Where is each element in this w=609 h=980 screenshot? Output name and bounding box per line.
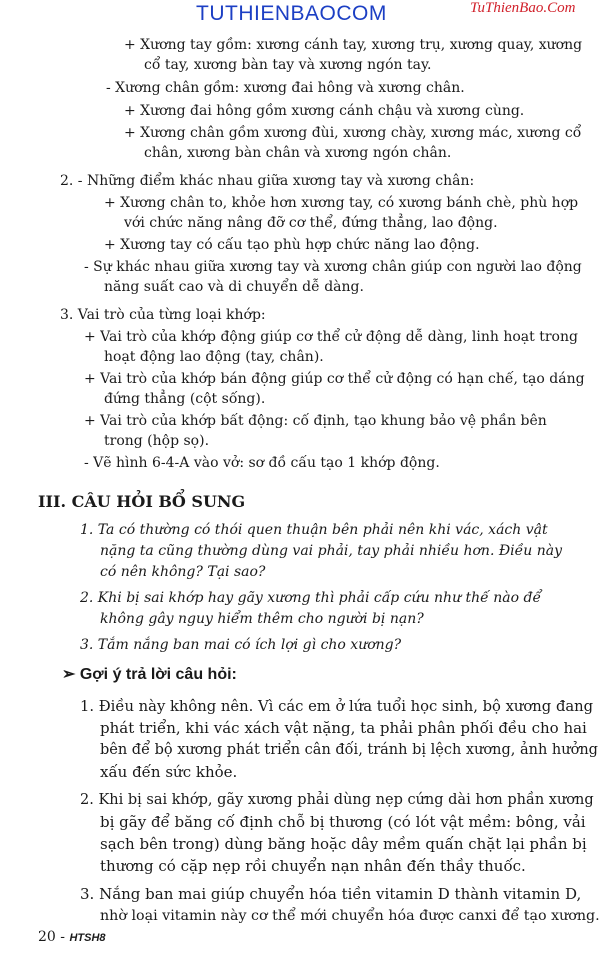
- text-line: - Vẽ hình 6-4-A vào vở: sơ đồ cấu tạo 1 khớp động.: [84, 455, 440, 471]
- text-line: hoạt động lao động (tay, chân).: [104, 349, 324, 365]
- text-line: - Xương chân gồm: xương đai hông và xương chân.: [106, 80, 465, 96]
- text-line: 3. Vai trò của từng loại khớp:: [60, 307, 266, 323]
- text-line: 2. - Những điểm khác nhau giữa xương tay và xương chân:: [60, 173, 475, 189]
- text-line: đứng thẳng (cột sống).: [104, 391, 266, 407]
- text-line: + Xương tay gồm: xương cánh tay, xương trụ, xương quay, xương: [124, 37, 583, 53]
- text-line: chân, xương bàn chân và xương ngón chân.: [144, 145, 452, 161]
- answer-line: xấu đến sức khỏe.: [100, 763, 238, 781]
- page-footer: [38, 929, 106, 945]
- book-code: HTSH8: [69, 932, 106, 944]
- watermark-right: TuThienBao.Com: [470, 0, 576, 16]
- text-line: - Sự khác nhau giữa xương tay và xương chân giúp con người lao động: [84, 259, 582, 275]
- section-heading: III. CÂU HỎI BỔ SUNG: [38, 492, 246, 511]
- hint-heading: ➢ Gợi ý trả lời câu hỏi:: [62, 666, 237, 683]
- text-line: + Xương chân gồm xương đùi, xương chày, xương mác, xương cổ: [124, 125, 582, 141]
- question-line: 3. Tắm nắng ban mai có ích lợi gì cho xương?: [80, 637, 402, 653]
- text-line: + Vai trò của khớp bán động giúp cơ thể cử động có hạn chế, tạo dáng: [84, 371, 585, 387]
- question-line: nặng ta cũng thường dùng vai phải, tay phải nhiều hơn. Điều này: [100, 543, 562, 559]
- question-line: có nên không? Tại sao?: [100, 564, 266, 580]
- text-line: + Xương tay có cấu tạo phù hợp chức năng lao động.: [104, 237, 480, 253]
- answer-line: 2. Khi bị sai khớp, gãy xương phải dùng nẹp cứng dài hơn phần xương: [80, 792, 594, 808]
- arrow-icon: ➢: [62, 666, 80, 683]
- text-line: + Xương chân to, khỏe hơn xương tay, có xương bánh chè, phù hợp: [104, 195, 579, 211]
- text-line: cổ tay, xương bàn tay và xương ngón tay.: [144, 57, 432, 73]
- watermark-top: TUTHIENBAOCOM: [196, 2, 387, 25]
- answer-line: thương có cặp nẹp rồi chuyển nạn nhân đến thầy thuốc.: [100, 857, 526, 875]
- question-line: không gây nguy hiểm thêm cho người bị nạn?: [100, 611, 424, 627]
- text-line: + Vai trò của khớp động giúp cơ thể cử động dễ dàng, linh hoạt trong: [84, 329, 578, 345]
- answer-line: bên để bộ xương phát triển cân đối, tránh bị lệch xương, ảnh hưởng: [100, 742, 598, 758]
- text-line: với chức năng nâng đỡ cơ thể, đứng thẳng, lao động.: [124, 215, 498, 231]
- question-line: 1. Ta có thường có thói quen thuận bên phải nên khi vác, xách vật: [80, 522, 548, 538]
- answer-line: 1. Điều này không nên. Vì các em ở lứa tuổi học sinh, bộ xương đang: [80, 698, 594, 715]
- text-line: + Vai trò của khớp bất động: cố định, tạo khung bảo vệ phần bên: [84, 413, 547, 429]
- page-number: 20 -: [38, 929, 65, 945]
- answer-line: phát triển, khi vác xách vật nặng, ta phải phân phối đều cho hai: [100, 719, 587, 737]
- answer-line: sạch bên trong) dùng băng hoặc dây mềm quấn chặt lại phần bị: [100, 835, 587, 853]
- question-line: 2. Khi bị sai khớp hay gãy xương thì phải cấp cứu như thế nào để: [80, 590, 542, 606]
- text-line: + Xương đai hông gồm xương cánh chậu và xương cùng.: [124, 103, 525, 119]
- answer-line: bị gãy để băng cố định chỗ bị thương (có lót vật mềm: bông, vải: [100, 813, 586, 831]
- answer-line: nhờ loại vitamin này cơ thể mới chuyển hóa được canxi để tạo xương.: [100, 908, 600, 924]
- answer-line: 3. Nắng ban mai giúp chuyển hóa tiền vitamin D thành vitamin D,: [80, 885, 582, 903]
- text-line: năng suất cao và di chuyển dễ dàng.: [104, 279, 364, 295]
- text-line: trong (hộp sọ).: [104, 433, 210, 449]
